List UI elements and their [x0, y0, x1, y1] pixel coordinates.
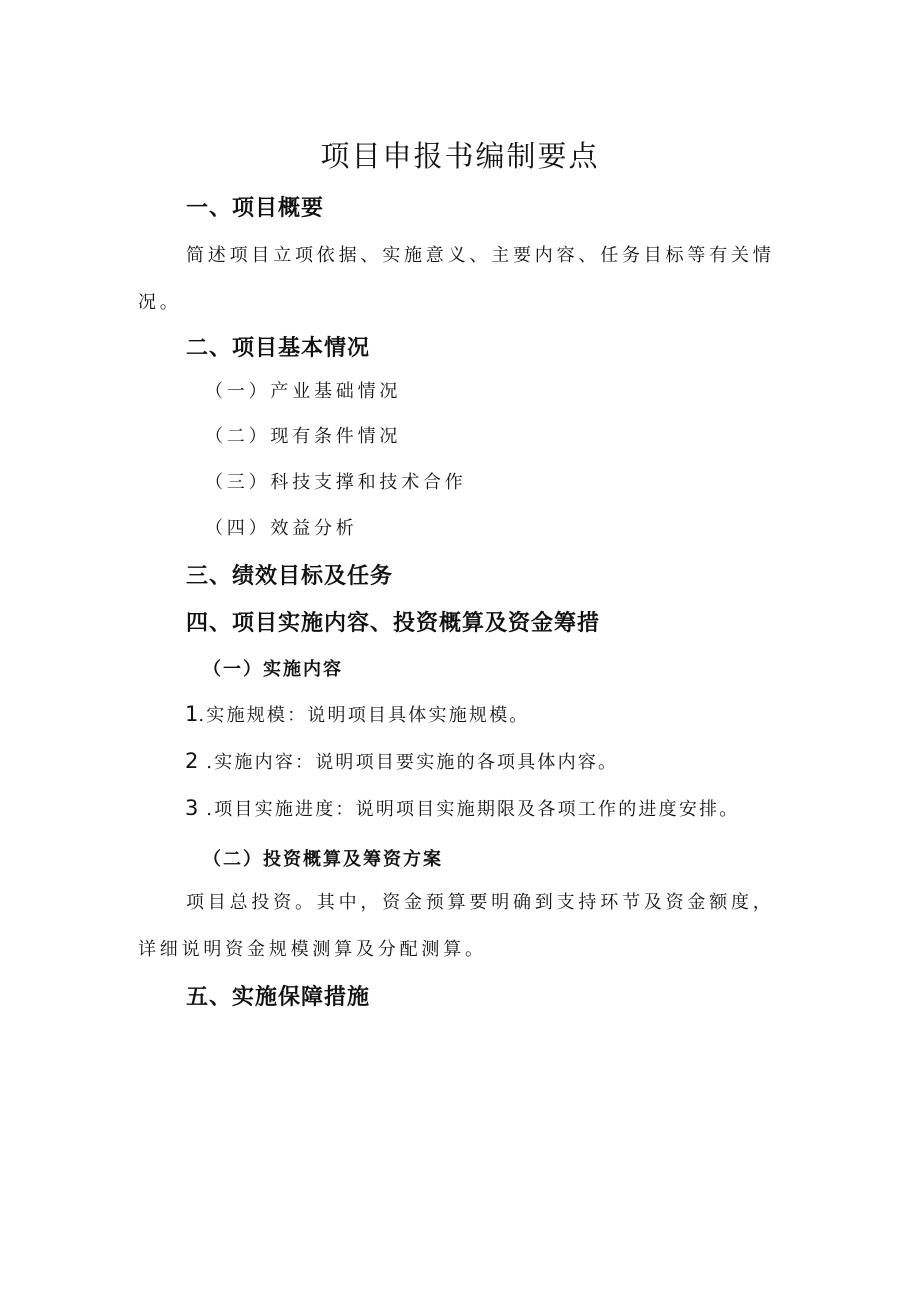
section-heading-4: 四、项目实施内容、投资概算及资金筹措 — [186, 611, 601, 636]
section-heading-3: 三、绩效目标及任务 — [186, 564, 394, 589]
section-heading-2: 二、项目基本情况 — [186, 336, 371, 361]
section2-subheading-3: （三）科技支撑和技术合作 — [205, 472, 467, 493]
list-item-text: .实施内容：说明项目要实施的各项具体内容。 — [198, 752, 619, 773]
list-item-number: 1 — [185, 702, 199, 726]
list-item-number: 3 — [185, 796, 199, 820]
section4-paragraph-line2: 详细说明资金规模测算及分配测算。 — [138, 939, 487, 960]
list-item-text: .实施规模：说明项目具体实施规模。 — [198, 705, 530, 726]
section2-subheading-2: （二）现有条件情况 — [205, 426, 402, 447]
section1-paragraph-line2: 况。 — [138, 292, 182, 313]
section-heading-1: 一、项目概要 — [186, 196, 325, 221]
list-item-text: .项目实施进度：说明项目实施期限及各项工作的进度安排。 — [198, 799, 740, 820]
section4-subheading-1: （一）实施内容 — [203, 659, 343, 680]
section2-subheading-1: （一）产业基础情况 — [205, 381, 402, 402]
list-item — [185, 748, 618, 774]
list-item — [185, 795, 739, 821]
section-heading-5: 五、实施保障措施 — [186, 985, 371, 1010]
section2-subheading-4: （四）效益分析 — [205, 518, 358, 539]
section1-paragraph-line1: 简述项目立项依据、实施意义、主要内容、任务目标等有关情 — [186, 245, 775, 266]
section4-subheading-2: （二）投资概算及筹资方案 — [203, 849, 443, 870]
section4-paragraph-line1: 项目总投资。其中，资金预算要明确到支持环节及资金额度， — [186, 892, 775, 913]
list-item-number: 2 — [185, 749, 199, 773]
page-title: 项目申报书编制要点 — [320, 139, 600, 173]
list-item — [185, 701, 530, 727]
